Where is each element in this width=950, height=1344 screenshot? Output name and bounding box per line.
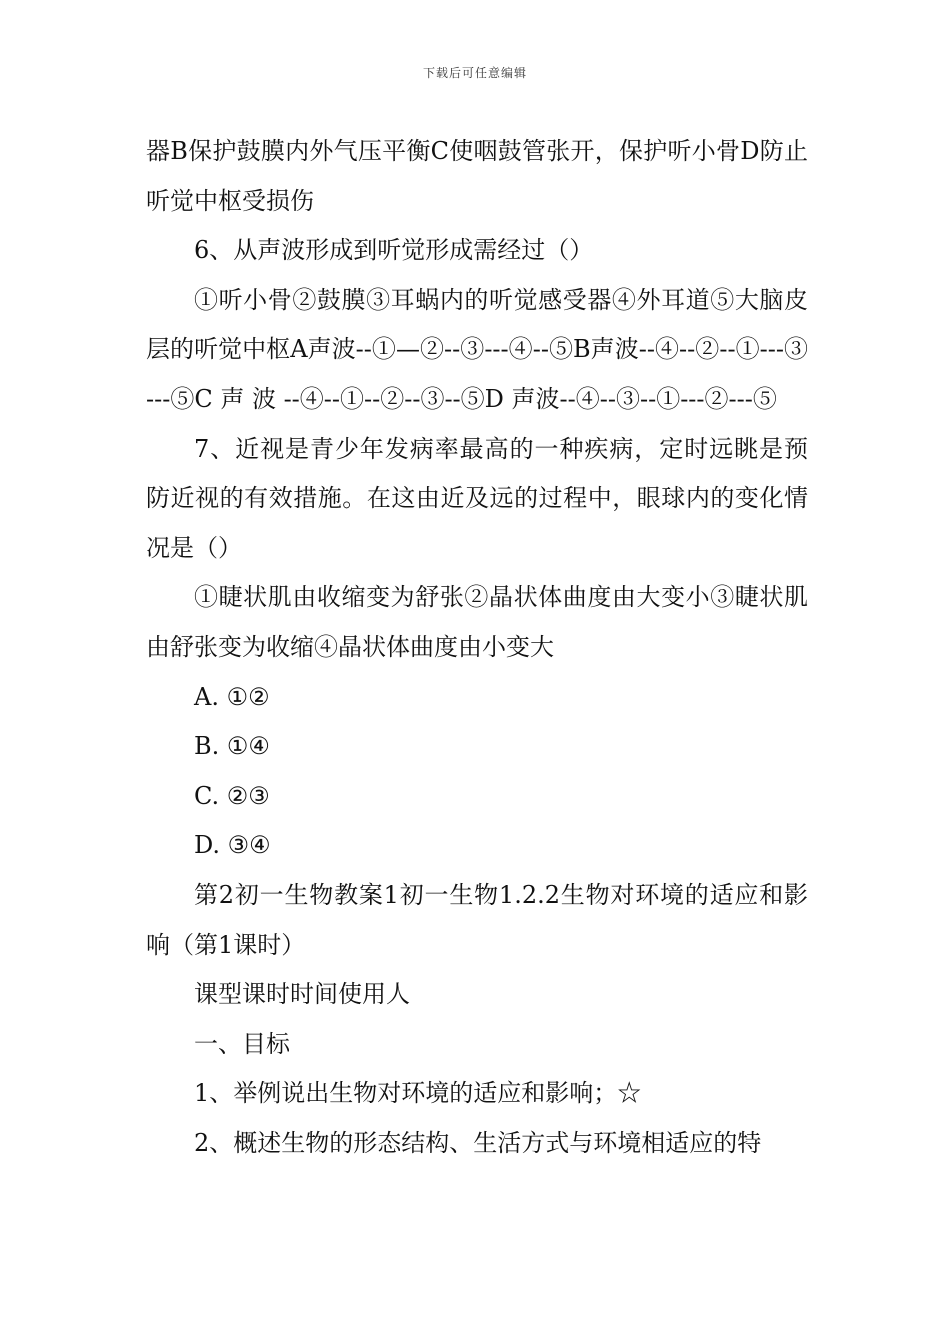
question-7-option-b: B. ①④: [194, 732, 270, 761]
question-6-stem: 6、从声波形成到听觉形成需经过（）: [194, 236, 594, 265]
paragraph-ear-protection-options: 器B保护鼓膜内外气压平衡C使咽鼓管张开，保护听小骨D防止听觉中枢受损伤: [146, 137, 808, 215]
question-7-stem: 7、近视是青少年发病率最高的一种疾病，定时远眺是预防近视的有效措施。在这由近及远的过程中，眼球内的变化情况是（）: [146, 434, 808, 562]
objective-1: 1、举例说出生物对环境的适应和影响；☆: [194, 1079, 642, 1108]
question-7-option-a: A. ①②: [194, 682, 270, 711]
document-body: [146, 127, 808, 1168]
lesson-meta-line: 课型课时时间使用人: [194, 980, 410, 1009]
section-heading-objectives: 一、目标: [194, 1029, 290, 1058]
question-7-option-d: D. ③④: [194, 831, 271, 860]
objective-2: 2、概述生物的形态结构、生活方式与环境相适应的特: [194, 1128, 762, 1157]
question-6-options: ①听小骨②鼓膜③耳蜗内的听觉感受器④外耳道⑤大脑皮层的听觉中枢A声波--①—②--③---④--⑤B声波--④--②--①---③---⑤C 声 波 --④--①--②--③--⑤D 声波--④--③--①---②---⑤: [146, 285, 808, 413]
question-7-statements: ①睫状肌由收缩变为舒张②晶状体曲度由大变小③睫状肌由舒张变为收缩④晶状体曲度由小变大: [146, 583, 808, 661]
page-header: 下载后可任意编辑: [422, 66, 527, 80]
lesson-plan-title: 第2初一生物教案1初一生物1.2.2生物对环境的适应和影响（第1课时）: [146, 880, 808, 959]
question-7-option-c: C. ②③: [194, 781, 270, 810]
